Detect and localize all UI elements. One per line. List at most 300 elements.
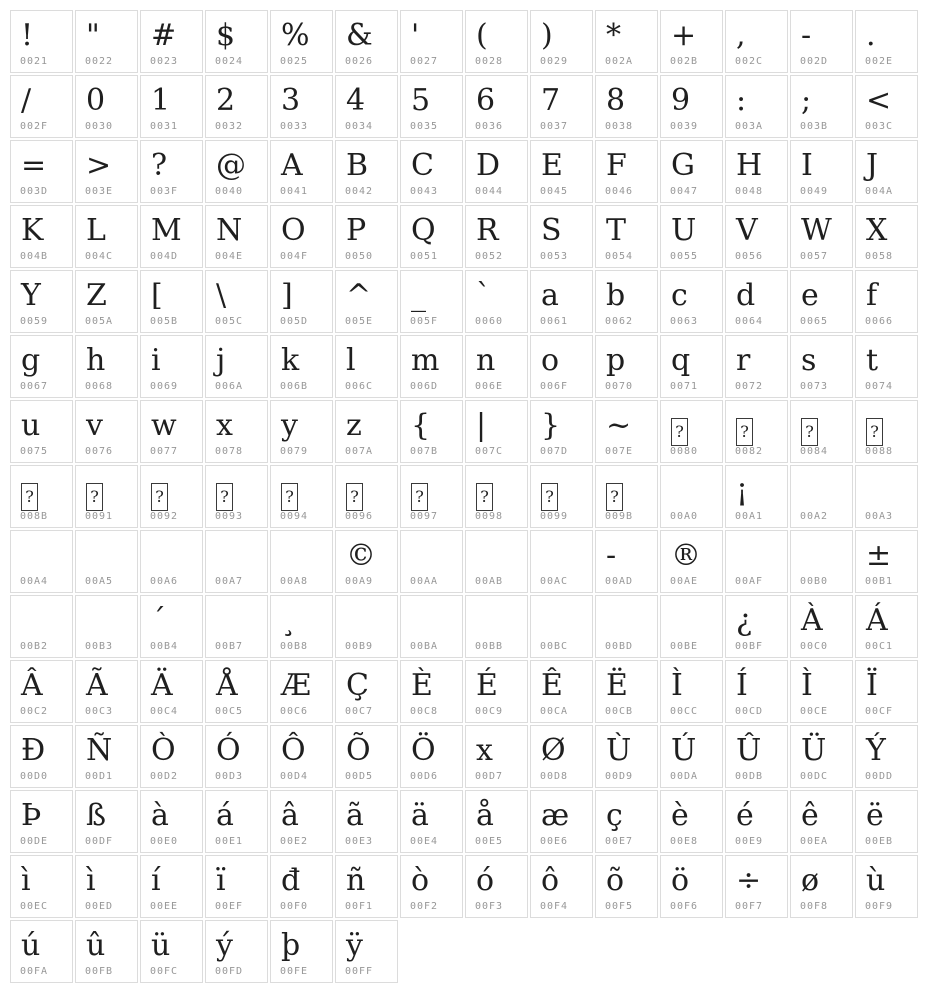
glyph-character: ñ — [346, 863, 366, 898]
glyph-character: ± — [866, 538, 892, 573]
empty-glyph — [596, 596, 657, 646]
glyph-character: J — [866, 148, 879, 183]
codepoint-label: 00E0 — [150, 836, 179, 847]
glyph-character: > — [86, 148, 112, 183]
glyph-character: 7 — [541, 83, 561, 118]
codepoint-label: 0055 — [670, 251, 699, 262]
glyph-cell — [75, 205, 138, 268]
glyph-character: ý — [216, 928, 233, 963]
codepoint-label: 00F8 — [800, 901, 829, 912]
glyph-cell — [270, 725, 333, 788]
codepoint-label: 00FB — [85, 966, 114, 977]
glyph-character: p — [606, 343, 626, 378]
codepoint-label: 0049 — [800, 186, 829, 197]
glyph-character: Y — [21, 278, 41, 313]
glyph-character: Þ — [21, 798, 42, 833]
codepoint-label: 0068 — [85, 381, 114, 392]
codepoint-label: 0050 — [345, 251, 374, 262]
glyph-character: É — [476, 668, 498, 703]
glyph-cell — [270, 140, 333, 203]
glyph-character: ô — [541, 863, 560, 898]
codepoint-label: 0094 — [280, 511, 309, 522]
glyph-cell — [855, 790, 918, 853]
glyph-cell — [205, 10, 268, 73]
codepoint-label: 0041 — [280, 186, 309, 197]
empty-glyph — [791, 531, 852, 581]
glyph-cell — [595, 595, 658, 658]
glyph-cell — [140, 530, 203, 593]
empty-glyph — [401, 531, 462, 581]
glyph-character: ¡ — [736, 473, 749, 508]
glyph-cell — [400, 400, 463, 463]
glyph-character: < — [866, 83, 892, 118]
tofu-box-icon: ? — [151, 483, 168, 511]
glyph-cell — [10, 335, 73, 398]
glyph-character: Ç — [346, 668, 369, 703]
empty-glyph — [206, 596, 267, 646]
codepoint-label: 00B2 — [20, 641, 49, 652]
glyph-cell — [270, 335, 333, 398]
glyph-cell — [75, 595, 138, 658]
glyph-character: ) — [541, 18, 553, 53]
missing-glyph — [271, 466, 332, 516]
codepoint-label: 00B4 — [150, 641, 179, 652]
glyph-character: 9 — [671, 83, 691, 118]
glyph-cell — [595, 465, 658, 528]
codepoint-label: 0073 — [800, 381, 829, 392]
glyph-character: m — [411, 343, 440, 378]
codepoint-label: 00B0 — [800, 576, 829, 587]
codepoint-label: 004E — [215, 251, 244, 262]
glyph-cell — [400, 725, 463, 788]
codepoint-label: 00A9 — [345, 576, 374, 587]
codepoint-label: 00CA — [540, 706, 569, 717]
codepoint-label: 0067 — [20, 381, 49, 392]
codepoint-label: 002F — [20, 121, 49, 132]
glyph-cell — [75, 270, 138, 333]
glyph-character: & — [346, 18, 373, 53]
glyph-cell — [660, 465, 723, 528]
glyph-character: - — [606, 538, 617, 573]
codepoint-label: 00E3 — [345, 836, 374, 847]
missing-glyph — [141, 466, 202, 516]
glyph-cell — [790, 10, 853, 73]
glyph-character: n — [476, 343, 496, 378]
glyph-cell — [855, 660, 918, 723]
missing-glyph — [76, 466, 137, 516]
glyph-character: [ — [151, 278, 163, 313]
glyph-cell — [270, 530, 333, 593]
codepoint-label: 0045 — [540, 186, 569, 197]
glyph-cell — [10, 855, 73, 918]
codepoint-label: 00F5 — [605, 901, 634, 912]
glyph-character: z — [346, 408, 362, 443]
glyph-cell — [335, 205, 398, 268]
glyph-cell — [465, 400, 528, 463]
glyph-character: ^ — [346, 278, 372, 313]
codepoint-label: 00AD — [605, 576, 634, 587]
glyph-cell — [205, 400, 268, 463]
glyph-character: + — [671, 18, 697, 53]
glyph-cell — [400, 790, 463, 853]
codepoint-label: 0061 — [540, 316, 569, 327]
glyph-cell — [660, 270, 723, 333]
glyph-cell — [140, 75, 203, 138]
glyph-character: V — [736, 213, 758, 248]
missing-glyph — [661, 401, 722, 451]
glyph-cell — [790, 855, 853, 918]
glyph-cell — [855, 465, 918, 528]
codepoint-label: 00FC — [150, 966, 179, 977]
glyph-cell — [10, 595, 73, 658]
glyph-cell — [790, 790, 853, 853]
codepoint-label: 00FF — [345, 966, 374, 977]
glyph-character: ä — [411, 798, 429, 833]
glyph-character: $ — [216, 18, 236, 53]
codepoint-label: 00F4 — [540, 901, 569, 912]
glyph-cell — [75, 75, 138, 138]
glyph-cell — [855, 140, 918, 203]
codepoint-label: 0023 — [150, 56, 179, 67]
glyph-cell — [75, 920, 138, 983]
codepoint-label: 006D — [410, 381, 439, 392]
codepoint-label: 00D7 — [475, 771, 504, 782]
empty-glyph — [336, 596, 397, 646]
codepoint-label: 00B3 — [85, 641, 114, 652]
codepoint-label: 004B — [20, 251, 49, 262]
glyph-cell — [725, 10, 788, 73]
glyph-cell — [205, 790, 268, 853]
glyph-cell — [140, 205, 203, 268]
glyph-character: û — [86, 928, 106, 963]
codepoint-label: 00E2 — [280, 836, 309, 847]
glyph-character: * — [606, 18, 621, 53]
codepoint-label: 0077 — [150, 446, 179, 457]
glyph-character: Ð — [21, 733, 46, 768]
glyph-cell — [465, 595, 528, 658]
codepoint-label: 0078 — [215, 446, 244, 457]
glyph-cell — [595, 855, 658, 918]
codepoint-label: 0022 — [85, 56, 114, 67]
glyph-cell — [205, 140, 268, 203]
codepoint-label: 006C — [345, 381, 374, 392]
glyph-character: Ý — [866, 733, 886, 768]
codepoint-label: 0052 — [475, 251, 504, 262]
glyph-cell — [530, 790, 593, 853]
codepoint-label: 00A0 — [670, 511, 699, 522]
glyph-character: ü — [151, 928, 171, 963]
glyph-cell — [790, 400, 853, 463]
glyph-character: q — [671, 343, 691, 378]
glyph-character: x — [216, 408, 233, 443]
empty-glyph — [401, 596, 462, 646]
codepoint-label: 005B — [150, 316, 179, 327]
glyph-cell — [530, 10, 593, 73]
glyph-cell — [725, 530, 788, 593]
glyph-character: È — [411, 668, 433, 703]
glyph-character: - — [801, 18, 812, 53]
codepoint-label: 0098 — [475, 511, 504, 522]
glyph-cell — [75, 335, 138, 398]
glyph-cell — [660, 140, 723, 203]
codepoint-label: 003D — [20, 186, 49, 197]
glyph-character: Ø — [541, 733, 566, 768]
codepoint-label: 00CD — [735, 706, 764, 717]
codepoint-label: 0092 — [150, 511, 179, 522]
glyph-cell — [140, 660, 203, 723]
glyph-cell — [335, 855, 398, 918]
empty-glyph — [466, 596, 527, 646]
glyph-character: ï — [216, 863, 226, 898]
codepoint-label: 00F3 — [475, 901, 504, 912]
codepoint-label: 0056 — [735, 251, 764, 262]
glyph-character: ó — [476, 863, 495, 898]
codepoint-label: 00E9 — [735, 836, 764, 847]
codepoint-label: 00E4 — [410, 836, 439, 847]
glyph-character: r — [736, 343, 751, 378]
glyph-cell — [10, 920, 73, 983]
glyph-cell — [205, 335, 268, 398]
missing-glyph — [336, 466, 397, 516]
glyph-character: © — [346, 538, 376, 573]
glyph-cell — [270, 75, 333, 138]
glyph-cell — [530, 660, 593, 723]
glyph-cell — [335, 75, 398, 138]
glyph-character: à — [151, 798, 169, 833]
glyph-cell — [530, 335, 593, 398]
empty-glyph — [271, 531, 332, 581]
missing-glyph — [401, 466, 462, 516]
glyph-character: 5 — [411, 83, 431, 118]
glyph-cell — [790, 725, 853, 788]
codepoint-label: 00F9 — [865, 901, 894, 912]
codepoint-label: 007C — [475, 446, 504, 457]
codepoint-label: 00B1 — [865, 576, 894, 587]
glyph-cell — [725, 270, 788, 333]
glyph-character: ò — [411, 863, 430, 898]
codepoint-label: 00FA — [20, 966, 49, 977]
glyph-cell — [10, 205, 73, 268]
glyph-character: ß — [86, 798, 107, 833]
glyph-character: y — [281, 408, 298, 443]
glyph-character: Õ — [346, 733, 371, 768]
codepoint-label: 003E — [85, 186, 114, 197]
glyph-cell — [660, 855, 723, 918]
glyph-character: Q — [411, 213, 436, 248]
glyph-character: M — [151, 213, 182, 248]
codepoint-label: 00C0 — [800, 641, 829, 652]
glyph-character: X — [866, 213, 888, 248]
glyph-cell — [10, 400, 73, 463]
glyph-cell — [725, 75, 788, 138]
codepoint-label: 0034 — [345, 121, 374, 132]
glyph-cell — [205, 465, 268, 528]
tofu-box-icon: ? — [541, 483, 558, 511]
codepoint-label: 0032 — [215, 121, 244, 132]
codepoint-label: 0091 — [85, 511, 114, 522]
glyph-character: ; — [801, 83, 812, 118]
codepoint-label: 00B9 — [345, 641, 374, 652]
glyph-cell — [270, 595, 333, 658]
codepoint-label: 00AF — [735, 576, 764, 587]
codepoint-label: 00A2 — [800, 511, 829, 522]
glyph-character: ( — [476, 18, 488, 53]
codepoint-label: 00EB — [865, 836, 894, 847]
glyph-character: , — [736, 18, 746, 53]
codepoint-label: 00AE — [670, 576, 699, 587]
glyph-cell — [855, 10, 918, 73]
codepoint-label: 0048 — [735, 186, 764, 197]
glyph-character: Ñ — [86, 733, 113, 768]
glyph-cell — [335, 920, 398, 983]
codepoint-label: 0072 — [735, 381, 764, 392]
glyph-character: S — [541, 213, 562, 248]
tofu-box-icon: ? — [216, 483, 233, 511]
glyph-cell — [855, 725, 918, 788]
glyph-character: = — [21, 148, 47, 183]
glyph-cell — [335, 530, 398, 593]
glyph-character: O — [281, 213, 306, 248]
glyph-character: ö — [671, 863, 690, 898]
codepoint-label: 00DA — [670, 771, 699, 782]
empty-glyph — [76, 596, 137, 646]
codepoint-label: 0039 — [670, 121, 699, 132]
glyph-cell — [595, 10, 658, 73]
glyph-character: å — [476, 798, 494, 833]
glyph-character: W — [801, 213, 832, 248]
codepoint-label: 00DE — [20, 836, 49, 847]
glyph-character: w — [151, 408, 177, 443]
codepoint-label: 0035 — [410, 121, 439, 132]
glyph-cell — [660, 725, 723, 788]
glyph-character: # — [151, 18, 177, 53]
glyph-cell — [205, 205, 268, 268]
glyph-cell — [660, 75, 723, 138]
glyph-cell — [400, 595, 463, 658]
glyph-character: e — [801, 278, 819, 313]
glyph-cell — [660, 10, 723, 73]
missing-glyph — [726, 401, 787, 451]
glyph-cell — [595, 75, 658, 138]
codepoint-label: 0066 — [865, 316, 894, 327]
glyph-character: ÷ — [736, 863, 762, 898]
glyph-cell — [465, 530, 528, 593]
codepoint-label: 0037 — [540, 121, 569, 132]
codepoint-label: 0033 — [280, 121, 309, 132]
missing-glyph — [596, 466, 657, 516]
glyph-character: G — [671, 148, 695, 183]
glyph-character: b — [606, 278, 626, 313]
glyph-character: đ — [281, 863, 301, 898]
glyph-cell — [10, 660, 73, 723]
glyph-character: ® — [671, 538, 701, 573]
glyph-cell — [595, 530, 658, 593]
tofu-box-icon: ? — [866, 418, 883, 446]
glyph-character: ã — [346, 798, 364, 833]
glyph-cell — [465, 465, 528, 528]
codepoint-label: 0060 — [475, 316, 504, 327]
glyph-character: Å — [216, 668, 238, 703]
glyph-cell — [205, 595, 268, 658]
codepoint-label: 002C — [735, 56, 764, 67]
codepoint-label: 00A3 — [865, 511, 894, 522]
codepoint-label: 00D5 — [345, 771, 374, 782]
codepoint-label: 004F — [280, 251, 309, 262]
glyph-character: N — [216, 213, 243, 248]
glyph-character: Ó — [216, 733, 241, 768]
glyph-cell — [335, 270, 398, 333]
glyph-cell — [465, 205, 528, 268]
glyph-character: k — [281, 343, 300, 378]
glyph-character: 4 — [346, 83, 366, 118]
glyph-cell — [75, 855, 138, 918]
glyph-cell — [400, 465, 463, 528]
glyph-cell — [10, 270, 73, 333]
glyph-cell — [400, 855, 463, 918]
glyph-cell — [530, 400, 593, 463]
glyph-cell — [790, 530, 853, 593]
codepoint-label: 006E — [475, 381, 504, 392]
glyph-character: f — [866, 278, 878, 313]
codepoint-label: 0082 — [735, 446, 764, 457]
glyph-character: s — [801, 343, 817, 378]
codepoint-label: 0046 — [605, 186, 634, 197]
codepoint-label: 0028 — [475, 56, 504, 67]
glyph-character: Z — [86, 278, 107, 313]
codepoint-label: 00F0 — [280, 901, 309, 912]
codepoint-label: 0069 — [150, 381, 179, 392]
glyph-character: } — [541, 408, 561, 443]
codepoint-label: 00CC — [670, 706, 699, 717]
codepoint-label: 00BE — [670, 641, 699, 652]
codepoint-label: 00EA — [800, 836, 829, 847]
empty-glyph — [661, 596, 722, 646]
codepoint-label: 002D — [800, 56, 829, 67]
glyph-cell — [595, 335, 658, 398]
glyph-character: j — [216, 343, 226, 378]
glyph-cell — [595, 205, 658, 268]
codepoint-label: 0099 — [540, 511, 569, 522]
codepoint-label: 0097 — [410, 511, 439, 522]
glyph-character: Ã — [86, 668, 108, 703]
glyph-cell — [75, 465, 138, 528]
glyph-cell — [400, 10, 463, 73]
glyph-character: ] — [281, 278, 293, 313]
empty-glyph — [531, 531, 592, 581]
glyph-cell — [725, 855, 788, 918]
glyph-cell — [790, 660, 853, 723]
glyph-character: F — [606, 148, 627, 183]
glyph-character: t — [866, 343, 879, 378]
codepoint-label: 00CB — [605, 706, 634, 717]
glyph-character: ê — [801, 798, 819, 833]
codepoint-label: 0063 — [670, 316, 699, 327]
codepoint-label: 0088 — [865, 446, 894, 457]
glyph-cell — [855, 335, 918, 398]
glyph-cell — [530, 75, 593, 138]
glyph-character: 8 — [606, 83, 626, 118]
codepoint-label: 00BF — [735, 641, 764, 652]
codepoint-label: 0062 — [605, 316, 634, 327]
glyph-cell — [465, 725, 528, 788]
tofu-box-icon: ? — [671, 418, 688, 446]
glyph-cell — [10, 725, 73, 788]
glyph-cell — [855, 855, 918, 918]
tofu-box-icon: ? — [281, 483, 298, 511]
glyph-cell — [530, 465, 593, 528]
codepoint-label: 0071 — [670, 381, 699, 392]
codepoint-label: 0021 — [20, 56, 49, 67]
